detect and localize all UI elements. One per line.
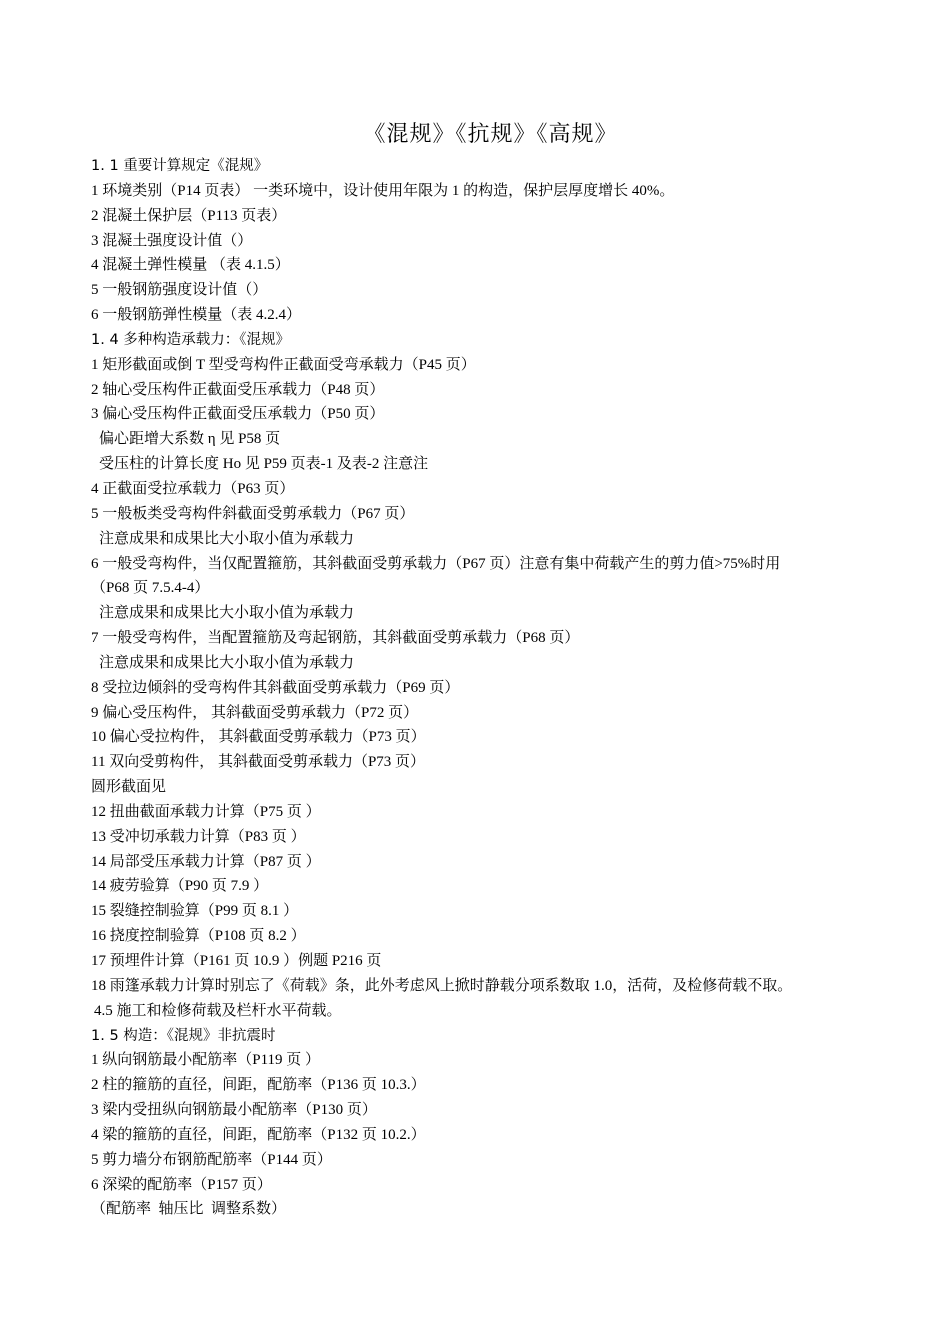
text-line: 3 混凝土强度设计值（） [91,232,253,249]
text-line: 4 梁的箍筋的直径，间距，配筋率（P132 页 10.2.） [91,1126,426,1143]
section-heading: 1. 4 多种构造承载力：《混规》 [91,331,291,348]
text-line: 2 柱的箍筋的直径，间距，配筋率（P136 页 10.3.） [91,1077,426,1094]
text-line: 4.5 施工和检修荷载及栏杆水平荷载。 [94,1002,342,1019]
text-line: 2 混凝土保护层（P113 页表） [91,207,287,224]
text-line: 注意成果和成果比大小取小值为承载力 [99,530,355,547]
text-line: 偏心距增大系数 η 见 P58 页 [99,431,281,448]
text-line: 1 环境类别（P14 页表） 一类环境中，设计使用年限为 1 的构造，保护层厚度增长 40%。 [91,182,675,199]
text-line: 受压柱的计算长度 Ho 见 P59 页表-1 及表-2 注意注 [99,456,429,473]
text-line: 11 双向受剪构件， 其斜截面受剪承载力（P73 页） [91,754,426,771]
text-line: （配筋率 轴压比 调整系数） [91,1201,287,1218]
text-line: 5 一般板类受弯构件斜截面受剪承载力（P67 页） [91,505,415,522]
document-title: 《混规》《抗规》《高规》 [363,122,618,147]
text-line: 注意成果和成果比大小取小值为承载力 [99,605,355,622]
text-line: 13 受冲切承载力计算（P83 页 ） [91,828,306,845]
text-line: 14 局部受压承载力计算（P87 页 ） [91,853,321,870]
text-line: 12 扭曲截面承载力计算（P75 页 ） [91,803,321,820]
section-heading: 1. 1 重要计算规定《混规》 [91,158,269,174]
text-line: 18 雨篷承载力计算时别忘了《荷载》条，此外考虑风上掀时静载分项系数取 1.0，活荷，及检修荷载不取。 [91,977,793,994]
text-line: 3 梁内受扭纵向钢筋最小配筋率（P130 页） [91,1102,377,1119]
section-heading: 1. 5 构造：《混规》非抗震时 [91,1027,276,1044]
text-line: 圆形截面见 [91,779,167,796]
text-line: 1 矩形截面或倒 T 型受弯构件正截面受弯承载力（P45 页） [91,356,476,373]
text-line: 8 受拉边倾斜的受弯构件其斜截面受剪承载力（P69 页） [91,679,460,696]
text-line: 7 一般受弯构件，当配置箍筋及弯起钢筋，其斜截面受剪承载力（P68 页） [91,630,580,647]
text-line: 17 预埋件计算（P161 页 10.9 ）例题 P216 页 [91,953,382,969]
text-line: 注意成果和成果比大小取小值为承载力 [99,654,355,671]
text-line: 10 偏心受拉构件， 其斜截面受剪承载力（P73 页） [91,729,426,746]
text-line: 4 混凝土弹性模量 （表 4.1.5） [91,257,290,274]
text-line: 6 一般钢筋弹性模量（表 4.2.4） [91,307,302,324]
text-line: （P68 页 7.5.4-4） [91,580,210,597]
text-line: 6 一般受弯构件，当仅配置箍筋，其斜截面受剪承载力（P67 页）注意有集中荷载产生的剪力值>75%时用 [91,555,781,572]
text-line: 3 偏心受压构件正截面受压承载力（P50 页） [91,406,385,423]
text-line: 4 正截面受拉承载力（P63 页） [91,480,295,497]
text-line: 1 纵向钢筋最小配筋率（P119 页 ） [91,1052,321,1069]
text-line: 6 深梁的配筋率（P157 页） [91,1176,272,1193]
text-line: 15 裂缝控制验算（P99 页 8.1 ） [91,903,299,920]
text-line: 14 疲劳验算（P90 页 7.9 ） [91,878,269,895]
text-line: 2 轴心受压构件正截面受压承载力（P48 页） [91,381,385,398]
text-line: 5 一般钢筋强度设计值（） [91,282,268,299]
text-line: 9 偏心受压构件， 其斜截面受剪承载力（P72 页） [91,704,419,721]
document-body [91,154,890,1222]
text-line: 16 挠度控制验算（P108 页 8.2 ） [91,928,306,945]
text-line: 5 剪力墙分布钢筋配筋率（P144 页） [91,1151,332,1168]
